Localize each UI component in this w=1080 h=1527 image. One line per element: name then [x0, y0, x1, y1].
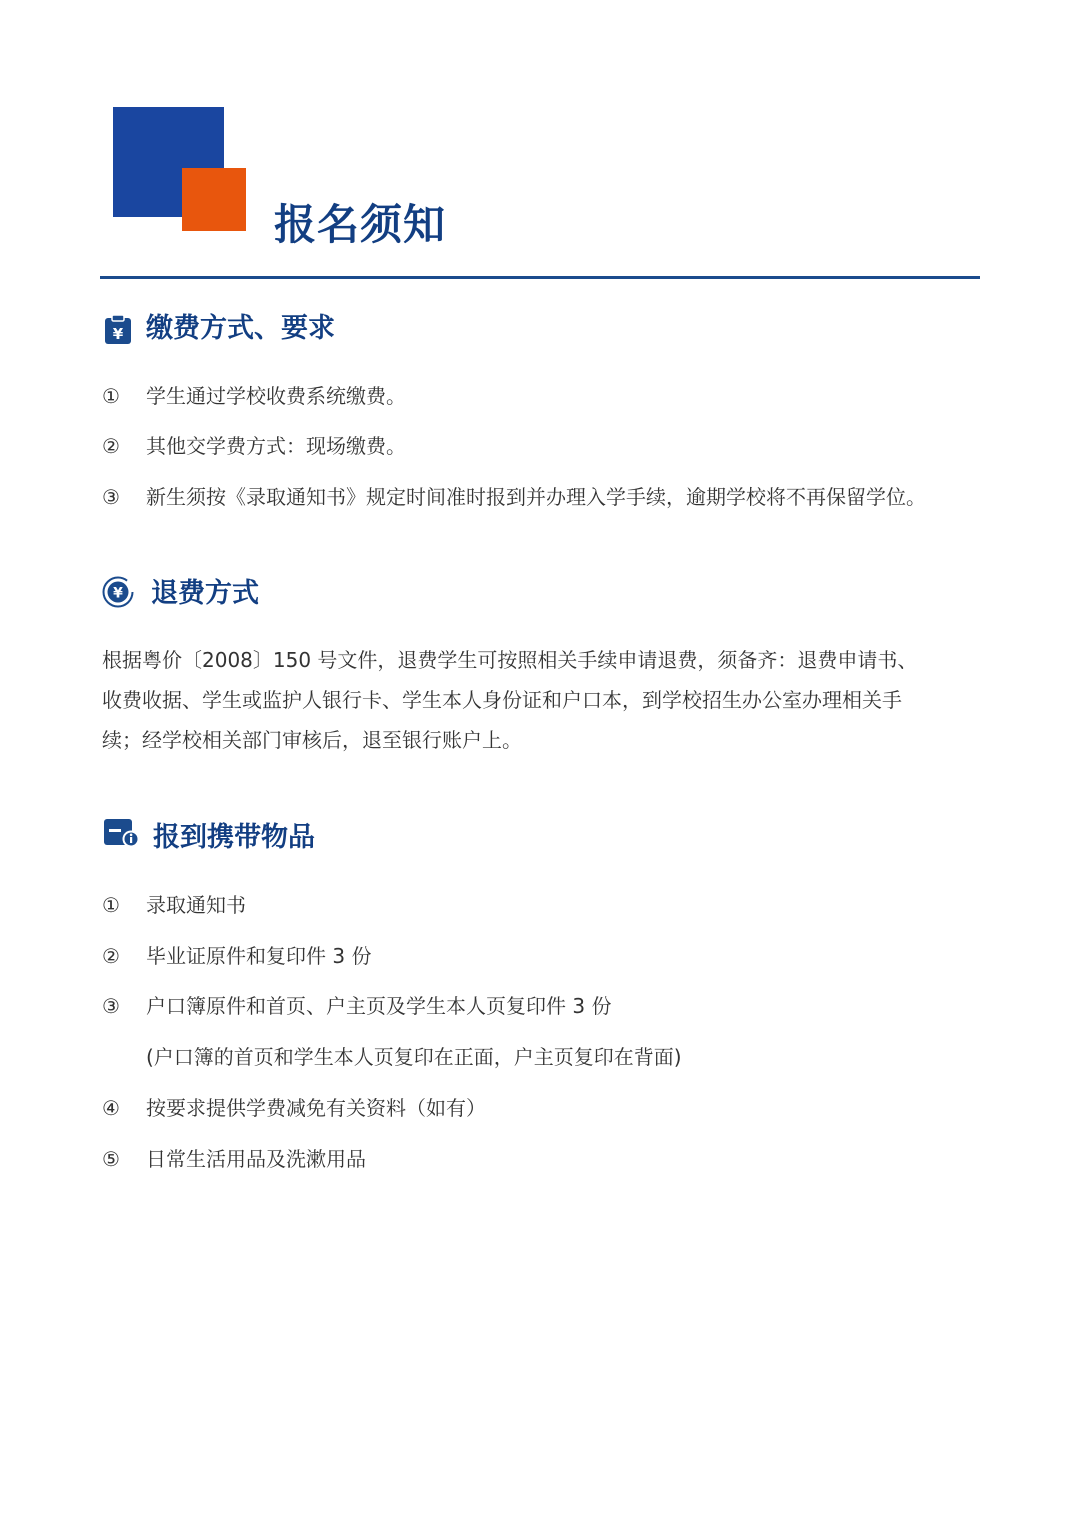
- list-item-text: 毕业证原件和复印件 3 份: [146, 944, 372, 968]
- clipboard-yuan-icon: [104, 315, 132, 349]
- list-item: [102, 1093, 486, 1123]
- refund-paragraph-line: 收费收据、学生或监护人银行卡、学生本人身份证和户口本，到学校招生办公室办理相关手: [102, 688, 902, 712]
- svg-text:¥: ¥: [112, 325, 124, 343]
- list-item-text: 其他交学费方式：现场缴费。: [146, 434, 406, 458]
- list-item: [102, 991, 611, 1021]
- info-box-icon: [103, 818, 139, 852]
- list-item: [102, 381, 406, 411]
- list-item-text: (户口簿的首页和学生本人页复印在正面，户主页复印在背面): [146, 1045, 682, 1069]
- yuan-coin-icon: [102, 576, 134, 612]
- title-divider: [100, 276, 980, 279]
- refund-paragraph-line: 根据粤价〔2008〕150 号文件，退费学生可按照相关手续申请退费，须备齐：退费申请书、: [102, 648, 918, 672]
- section-heading-items: 报到携带物品: [153, 822, 315, 853]
- list-item-number: ②: [102, 434, 120, 458]
- list-item: [102, 482, 926, 512]
- list-item-text: 户口簿原件和首页、户主页及学生本人页复印件 3 份: [146, 994, 612, 1018]
- list-item-text: 新生须按《录取通知书》规定时间准时报到并办理入学手续，逾期学校将不再保留学位。: [146, 485, 926, 509]
- list-item-number: ⑤: [102, 1147, 120, 1171]
- list-item: [102, 941, 371, 971]
- list-item-number: ③: [102, 994, 120, 1018]
- list-item-number: ④: [102, 1096, 120, 1120]
- section-heading-refund: 退费方式: [151, 578, 259, 609]
- refund-paragraph-line: 续；经学校相关部门审核后，退至银行账户上。: [102, 728, 522, 752]
- list-item-text: 学生通过学校收费系统缴费。: [146, 384, 406, 408]
- list-item: [102, 1144, 366, 1174]
- list-item: [102, 890, 246, 920]
- list-item-text: 按要求提供学费减免有关资料（如有）: [146, 1096, 486, 1120]
- list-item-number: ③: [102, 485, 120, 509]
- list-item-note: [146, 1042, 682, 1072]
- list-item-text: 录取通知书: [146, 893, 246, 917]
- section-heading-payment: 缴费方式、要求: [146, 313, 335, 344]
- list-item-number: ①: [102, 893, 120, 917]
- list-item-number: ①: [102, 384, 120, 408]
- list-item: [102, 431, 406, 461]
- page-title: 报名须知: [274, 200, 447, 249]
- svg-text:¥: ¥: [113, 585, 123, 602]
- list-item-text: 日常生活用品及洗漱用品: [146, 1147, 366, 1171]
- logo-orange-square: [182, 168, 246, 231]
- list-item-number: ②: [102, 944, 120, 968]
